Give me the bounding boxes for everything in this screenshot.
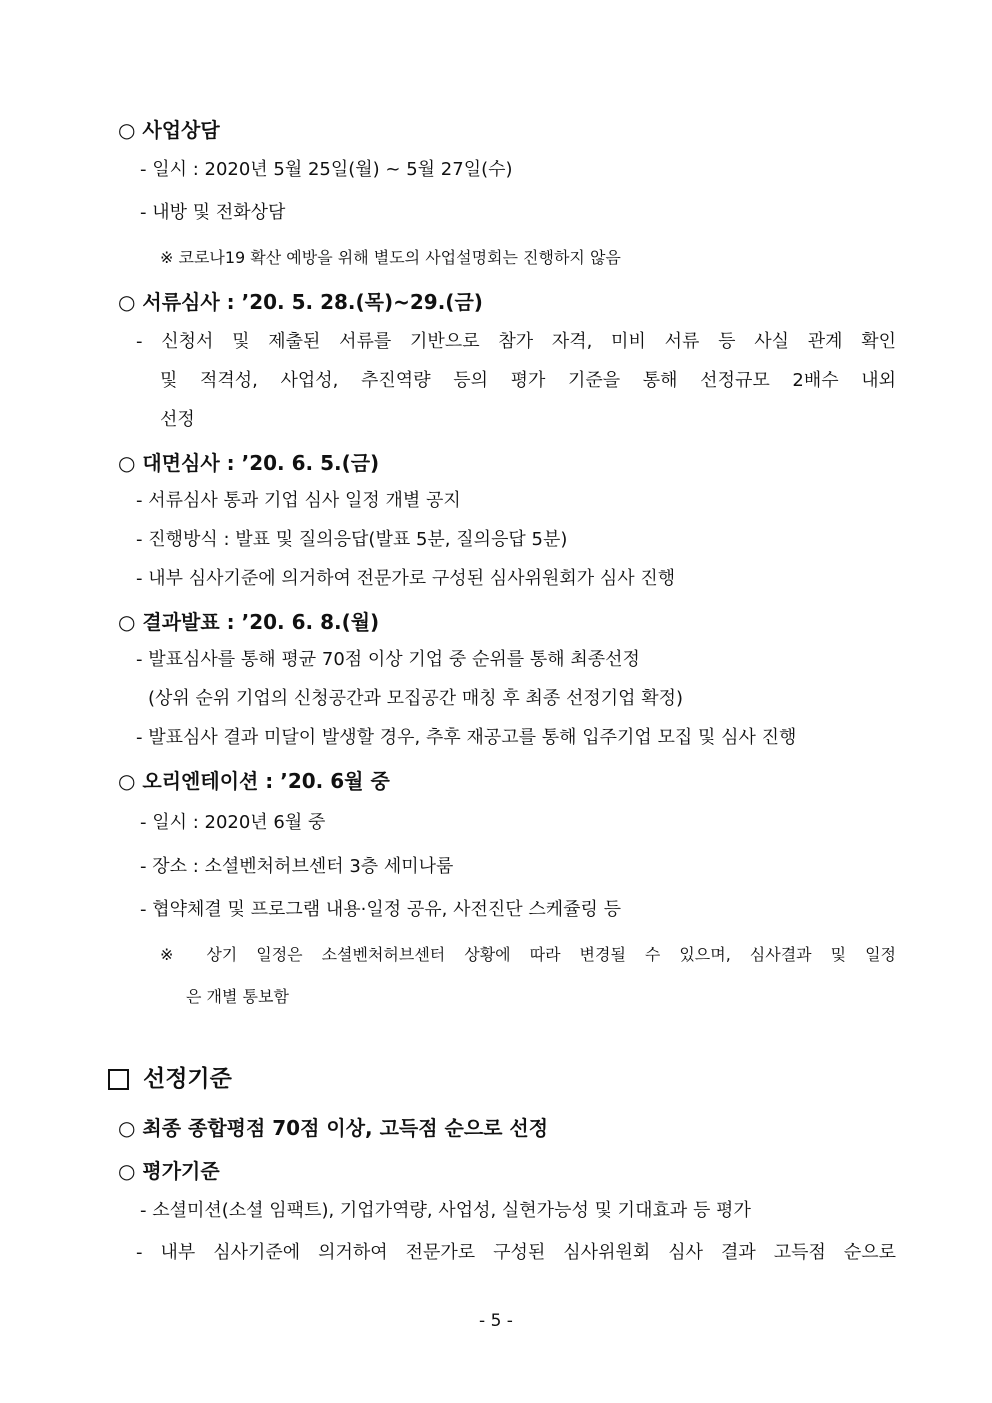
consult-note: ※ 코로나19 확산 예방을 위해 별도의 사업설명회는 진행하지 않음 [160, 248, 621, 267]
orientation-note1: ※ 상기 일정은 소셜벤처허브센터 상황에 따라 변경될 수 있으며, 심사결과 및 일정 [160, 945, 896, 964]
interview-line1: - 서류심사 통과 기업 심사 일정 개별 공지 [136, 490, 461, 511]
criteria-title-text: 선정기준 [143, 1066, 232, 1092]
criteria-section-title [108, 1066, 232, 1094]
doc-review-line2: 및 적격성, 사업성, 추진역량 등의 평가 기준을 통해 선정규모 2배수 내외 [160, 370, 896, 391]
criteria-sub1: - 소셜미션(소셜 임팩트), 기업가역량, 사업성, 실현가능성 및 기대효과 등 평가 [140, 1200, 751, 1221]
result-line1: - 발표심사를 통해 평균 70점 이상 기업 중 순위를 통해 최종선정 [136, 649, 640, 670]
criteria-sub2: - 내부 심사기준에 의거하여 전문가로 구성된 심사위원회 심사 결과 고득점 순으로 [136, 1242, 896, 1263]
orientation-date: - 일시 : 2020년 6월 중 [140, 812, 326, 833]
orientation-note2: 은 개별 통보함 [186, 987, 289, 1006]
orientation-content: - 협약체결 및 프로그램 내용·일정 공유, 사전진단 스케쥴링 등 [140, 899, 622, 920]
result-line2: (상위 순위 기업의 신청공간과 모집공간 매칭 후 최종 선정기업 확정) [148, 688, 684, 709]
orientation-place: - 장소 : 소셜벤처허브센터 3층 세미나룸 [140, 856, 454, 877]
consult-method: - 내방 및 전화상담 [140, 202, 286, 223]
doc-review-line3: 선정 [160, 409, 195, 430]
orientation-heading: ○ 오리엔테이션 : ’20. 6월 중 [118, 769, 390, 793]
result-line3: - 발표심사 결과 미달이 발생할 경우, 추후 재공고를 통해 입주기업 모집 및 심사 진행 [136, 727, 797, 748]
criteria-item1: ○ 최종 종합평점 70점 이상, 고득점 순으로 선정 [118, 1116, 549, 1140]
interview-line3: - 내부 심사기준에 의거하여 전문가로 구성된 심사위원회가 심사 진행 [136, 568, 676, 589]
result-heading: ○ 결과발표 : ’20. 6. 8.(월) [118, 610, 380, 634]
criteria-item2: ○ 평가기준 [118, 1159, 220, 1183]
interview-heading: ○ 대면심사 : ’20. 6. 5.(금) [118, 451, 380, 475]
consult-heading: ○ 사업상담 [118, 118, 220, 142]
interview-line2: - 진행방식 : 발표 및 질의응답(발표 5분, 질의응답 5분) [136, 529, 568, 550]
consult-date: - 일시 : 2020년 5월 25일(월) ~ 5월 27일(수) [140, 159, 513, 180]
doc-review-line1: - 신청서 및 제출된 서류를 기반으로 참가 자격, 미비 서류 등 사실 관계 확인 [136, 331, 896, 352]
doc-review-heading: ○ 서류심사 : ’20. 5. 28.(목)~29.(금) [118, 290, 483, 314]
checkbox-square-icon [108, 1069, 129, 1090]
page-number: - 5 - [479, 1311, 513, 1331]
